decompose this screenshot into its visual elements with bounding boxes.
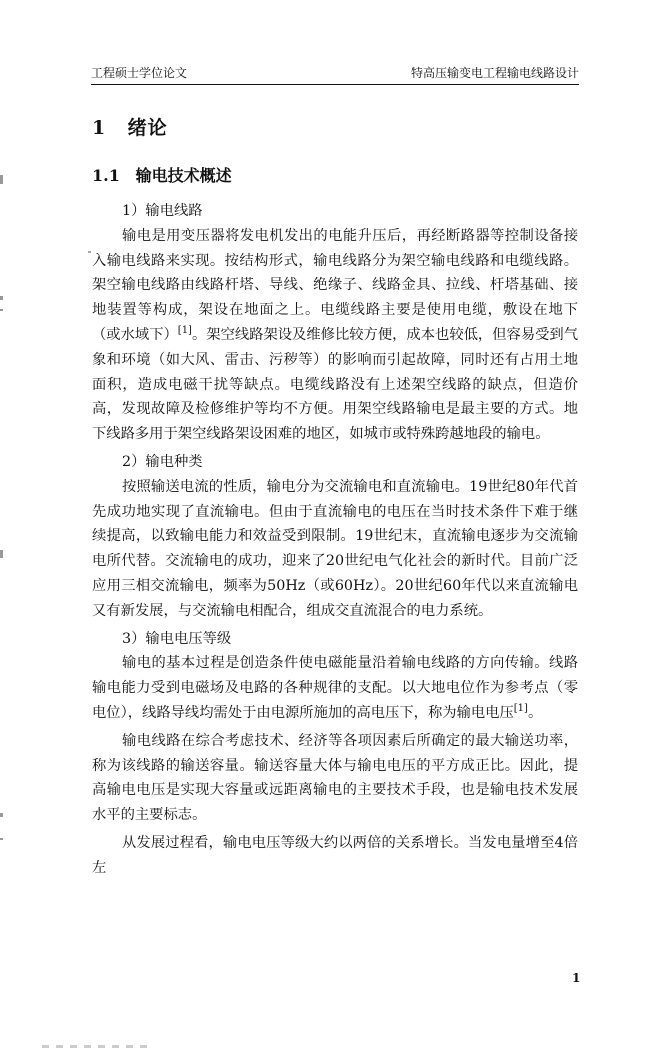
section-number: 1.1 — [92, 166, 120, 185]
citation-reference: [1] — [513, 703, 528, 715]
paragraph-text-continuation: 。架空线路架设及维修比较方便，成本也较低，但容易受到气象和环境（如大风、雷击、污秽等）的影响而引起故障，同时还有占用土地面积，造成电磁干扰等缺点。电缆线路没有上述架空线路的缺点，但造价高，发现故障及检修维护等均不方便。用架空线路输电是最主要的方式。地下线路多用于架空线路架设困难的地区，如城市或特殊跨越地段的输电。 — [92, 326, 579, 443]
paragraph-text: 按照输送电流的性质，输电分为交流输电和直流输电。19世纪80年代首先成功地实现了直流输电。但由于直流输电的电压在当时技术条件下难于继续提高，以致输电能力和效益受到限制。19世纪末，直流输电逐步为交流输电所代替。交流输电的成功，迎来了20世纪电气化社会的新时代。目前广泛应用三相交流输电，频率为50Hz（或60Hz）。20世纪60年代以来直流输电又有新发展，与交流输电相配合，组成交直流混合的电力系统。 — [92, 478, 578, 619]
scan-margin-mark — [0, 309, 3, 311]
subsection-heading-voltage-levels: 3）输电电压等级 — [122, 630, 232, 647]
section-title: 输电技术概述 — [135, 166, 232, 185]
paragraph-text: 输电线路在综合考虑技术、经济等各项因素后所确定的最大输送功率，称为该线路的输送容量。输送容量大体与输电电压的平方成正比。因此，提高输电电压是实现大容量或远距离输电的主要技术手段，也是输电技术发展水平的主要标志。 — [92, 732, 578, 824]
scan-speck — [88, 251, 91, 253]
paragraph-transmission-lines — [92, 224, 578, 447]
paragraph-transmission-capacity — [92, 729, 578, 828]
subsection-heading-transmission-lines: 1）输电线路 — [122, 203, 203, 219]
chapter-heading — [92, 113, 168, 140]
chapter-title: 绪论 — [127, 117, 168, 139]
citation-reference: [1] — [177, 325, 192, 337]
thesis-title-label: 特高压输变电工程输电线路设计 — [410, 66, 579, 80]
scan-margin-mark — [0, 175, 3, 184]
scan-margin-mark — [0, 813, 3, 817]
scan-margin-mark — [0, 550, 3, 558]
scan-margin-mark — [0, 838, 3, 840]
body-text — [92, 199, 578, 881]
paragraph-voltage-definition — [92, 651, 578, 725]
thesis-type-label: 工程硕士学位论文 — [91, 66, 188, 80]
paragraph-transmission-types — [92, 475, 578, 624]
scan-footer-dashes — [42, 1045, 152, 1048]
paragraph-text: 输电的基本过程是创造条件使电磁能量沿着输电线路的方向传输。线路输电能力受到电磁场及电路的各种规律的支配。以大地电位作为参考点（零电位），线路导线均需处于由电源所施加的高电压下，称为输电电压 — [92, 655, 578, 721]
paragraph-voltage-growth — [92, 831, 578, 881]
page-number: 1 — [572, 971, 581, 985]
subsection-heading-transmission-types: 2）输电种类 — [122, 453, 203, 470]
paragraph-text: 输电是用变压器将发电机发出的电能升压后，再经断路器等控制设备接入输电线路来实现。按结构形式，输电线路分为架空输电线路和电缆线路。架空输电线路由线路杆塔、导线、绝缘子、线路金具、拉线、杆塔基础、接地装置等构成，架设在地面之上。电缆线路主要是使用电缆，敷设在地下（或水域下） — [92, 227, 578, 343]
running-header — [91, 66, 579, 85]
scan-margin-mark — [0, 296, 3, 300]
paragraph-text-continuation: 。 — [527, 704, 543, 721]
section-heading — [92, 163, 232, 186]
paragraph-text: 从发展过程看，输电电压等级大约以两倍的关系增长。当发电量增至4倍左 — [92, 834, 578, 876]
chapter-number: 1 — [92, 117, 107, 139]
